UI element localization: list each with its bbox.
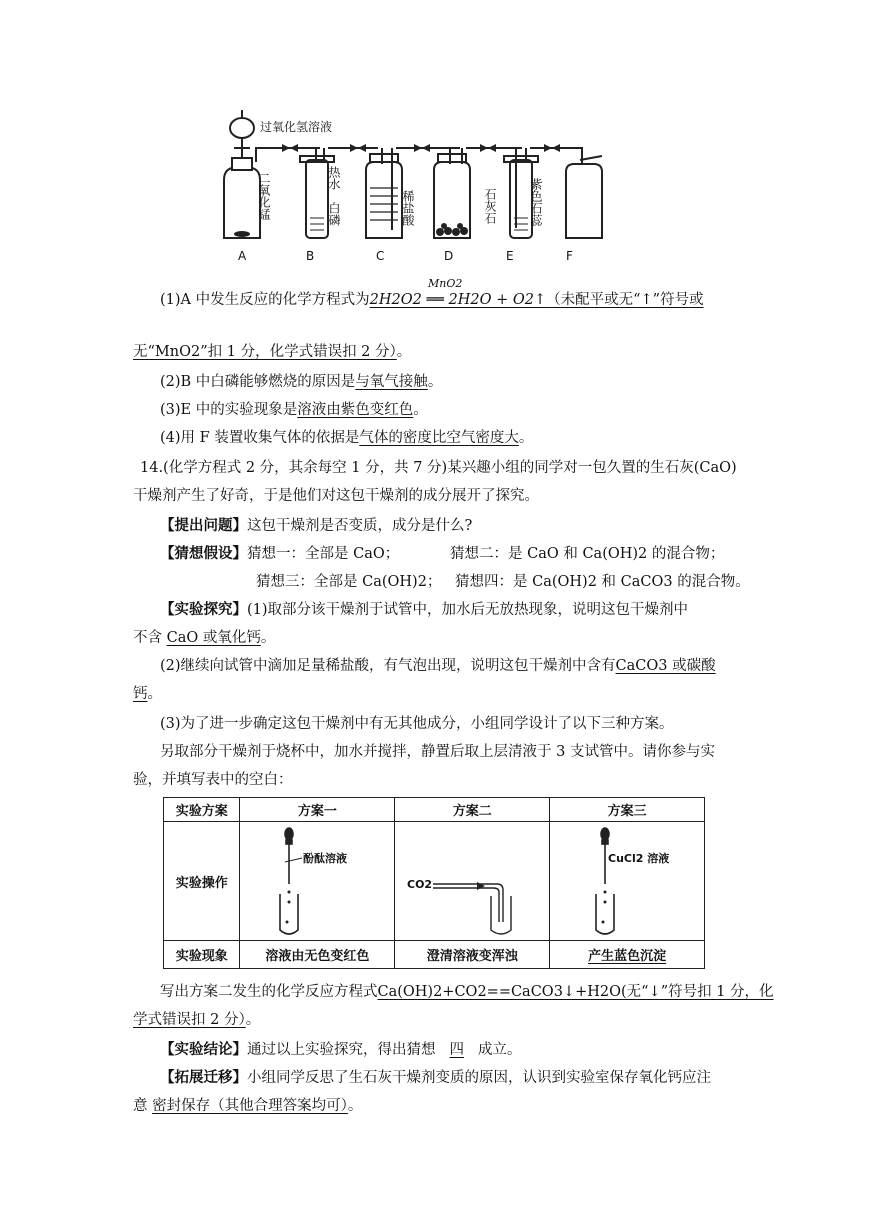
q14-hypothesis-3: 猜想三：全部是 Ca(OH)2； (256, 574, 442, 590)
q13-part2-answer: 与氧气接触 (355, 374, 428, 390)
q14-explore1-text: (1)取部分该干燥剂于试管中，加水后无放热现象，说明这包干燥剂中 (247, 602, 689, 618)
q14-hypothesis-tag: 【猜想假设】 (160, 545, 247, 562)
q14-explore-tag: 【实验探究】 (160, 601, 247, 618)
q13-part4 (160, 428, 533, 448)
op1-reagent: 酚酞溶液 (303, 852, 348, 865)
q13-part2-period: 。 (427, 374, 443, 390)
q13-part4-prefix: (4)用 F 装置收集气体的依据是 (160, 430, 360, 446)
q14-explore1-line2: 不含 CaO 或氧化钙。 (133, 630, 276, 646)
label-hcl: 稀盐酸 (401, 190, 415, 226)
q13-part2-prefix: (2)B 中白磷能够燃烧的原因是 (160, 374, 356, 390)
q14-equation-line2: 学式错误扣 2 分）。 (133, 1012, 261, 1028)
q14-question-tag: 【提出问题】 (160, 517, 247, 534)
q14-equation-answer: Ca(OH)2+CO2==CaCO3↓+H2O(无“↓”符号扣 1 分，化 (377, 984, 774, 1000)
q13-part1-line2 (133, 342, 411, 362)
q14-extend-text: 小组同学反思了生石灰干燥剂变质的原因，认识到实验室保存氧化钙应注 (247, 1070, 711, 1086)
q14-conclusion-answer: 四 (449, 1042, 464, 1058)
table-header-scheme: 实验方案 (164, 798, 240, 822)
dropper-cucl2-illustration (552, 822, 702, 936)
table-phenomenon-label: 实验现象 (164, 941, 240, 969)
q13-part1-note2: 无“MnO2”扣 1 分，化学式错误扣 2 分） (133, 344, 397, 360)
table-phenomenon-plan3-text: 产生蓝色沉淀 (588, 949, 667, 964)
q14-equation-prefix: 写出方案二发生的化学反应方程式 (160, 984, 378, 1000)
q13-part1-equation: 2H2O2 ══ 2H2O + O2↑ (369, 292, 547, 308)
table-header-plan3: 方案三 (550, 798, 705, 822)
table-header-plan1: 方案一 (240, 798, 395, 822)
q14-explore1-prefix: 不含 (133, 630, 162, 646)
letter-b: B (306, 249, 315, 263)
op3-reagent: CuCl2 溶液 (608, 852, 670, 865)
table-phenomenon-plan3 (550, 941, 705, 969)
q14-conclusion-tag: 【实验结论】 (160, 1041, 247, 1058)
q14-explore2-text: (2)继续向试管中滴加足量稀盐酸，有气泡出现，说明这包干燥剂中含有 (160, 658, 616, 674)
q13-part4-answer: 气体的密度比空气密度大 (359, 430, 519, 446)
q14-extend-tag: 【拓展迁移】 (160, 1069, 247, 1086)
q14-question-text: 这包干燥剂是否变质，成分是什么? (247, 518, 473, 534)
q14-hypothesis-4: 猜想四：是 Ca(OH)2 和 CaCO3 的混合物。 (455, 574, 750, 590)
q13-part3-period: 。 (413, 402, 428, 418)
q13-catalyst: MnO2 (428, 277, 463, 290)
table-header-plan2: 方案二 (395, 798, 550, 822)
q13-part1-prefix: (1)A 中发生反应的化学方程式为 (160, 292, 370, 308)
q14-question (160, 516, 472, 536)
q14-hypothesis-2: 猜想二：是 CaO 和 Ca(OH)2 的混合物； (450, 546, 725, 562)
q13-part3-answer: 溶液由紫色变红色 (297, 402, 414, 418)
q14-conclusion-prefix: 通过以上实验探究，得出猜想 (247, 1042, 436, 1058)
q14-equation-answer2: 学式错误扣 2 分） (133, 1012, 246, 1028)
co2-bubbling-illustration (397, 822, 547, 936)
q14-explore2 (160, 656, 716, 676)
q14-explore2-line2: 钙。 (133, 686, 162, 702)
q13-part1-note: （未配平或无“↑”符号或 (546, 292, 704, 308)
table-op-plan2 (395, 822, 550, 941)
table-phenomenon-plan1: 溶液由无色变红色 (240, 941, 395, 969)
label-hot-water: 热水 (327, 166, 341, 190)
table-op-plan3 (550, 822, 705, 941)
table-op-label: 实验操作 (164, 822, 240, 941)
label-litmus: 紫色石蕊 (529, 178, 543, 226)
letter-c: C (376, 249, 385, 263)
q14-conclusion-suffix: 成立。 (478, 1042, 522, 1058)
q14-explore1 (160, 600, 688, 620)
table-phenomenon-plan2: 澄清溶液变浑浊 (395, 941, 550, 969)
label-h2o2: 过氧化氢溶液 (260, 120, 333, 134)
letter-d: D (444, 249, 454, 263)
q14-extend-prefix: 意 (133, 1098, 148, 1114)
q14-hypothesis-1: 猜想一：全部是 CaO； (247, 546, 400, 562)
apparatus-diagram (210, 100, 630, 270)
q14-explore2-answer-b: 钙 (133, 686, 148, 702)
q13-part3 (160, 400, 428, 420)
q14-equation-line1 (160, 982, 774, 1002)
q14-extend-line2: 意 密封保存（其他合理答案均可）。 (133, 1098, 363, 1114)
q14-explore3b-line1: 另取部分干燥剂于烧杯中，加水并搅拌，静置后取上层清液于 3 支试管中。请你参与实 (160, 744, 715, 760)
q14-hypothesis-row1 (160, 544, 399, 564)
experiment-table (163, 797, 705, 969)
q13-part4-period: 。 (518, 430, 534, 446)
q14-explore1-answer: CaO 或氧化钙 (166, 630, 261, 646)
q14-extend (160, 1068, 711, 1088)
q14-explore3: (3)为了进一步确定这包干燥剂中有无其他成分，小组同学设计了以下三种方案。 (160, 716, 674, 732)
q14-conclusion (160, 1040, 522, 1060)
q14-explore3b-line2: 验，并填写表中的空白： (133, 772, 293, 788)
q13-part1-end: 。 (396, 344, 412, 360)
letter-e: E (506, 249, 514, 263)
label-mno2: 二氧化锰 (257, 172, 271, 220)
q14-intro-line2: 干燥剂产生了好奇，于是他们对这包干燥剂的成分展开了探究。 (133, 488, 539, 504)
q14-intro-line1: 14.(化学方程式 2 分，其余每空 1 分，共 7 分)某兴趣小组的同学对一包久置的生石灰(CaO) (140, 460, 737, 476)
q13-part1-line (160, 290, 704, 310)
q13-part3-prefix: (3)E 中的实验现象是 (160, 402, 298, 418)
dropper-phenolphthalein-illustration (242, 822, 392, 936)
q14-extend-answer: 密封保存（其他合理答案均可） (152, 1098, 348, 1114)
op2-reagent: CO2 (407, 878, 433, 891)
q13-part2 (160, 372, 442, 392)
label-white-phosphorus: 白磷 (327, 202, 341, 226)
table-op-plan1 (240, 822, 395, 941)
letter-a: A (238, 249, 247, 263)
q14-explore2-answer-a: CaCO3 或碳酸 (615, 658, 716, 674)
letter-f: F (566, 249, 573, 263)
label-limestone: 石灰石 (483, 188, 497, 224)
